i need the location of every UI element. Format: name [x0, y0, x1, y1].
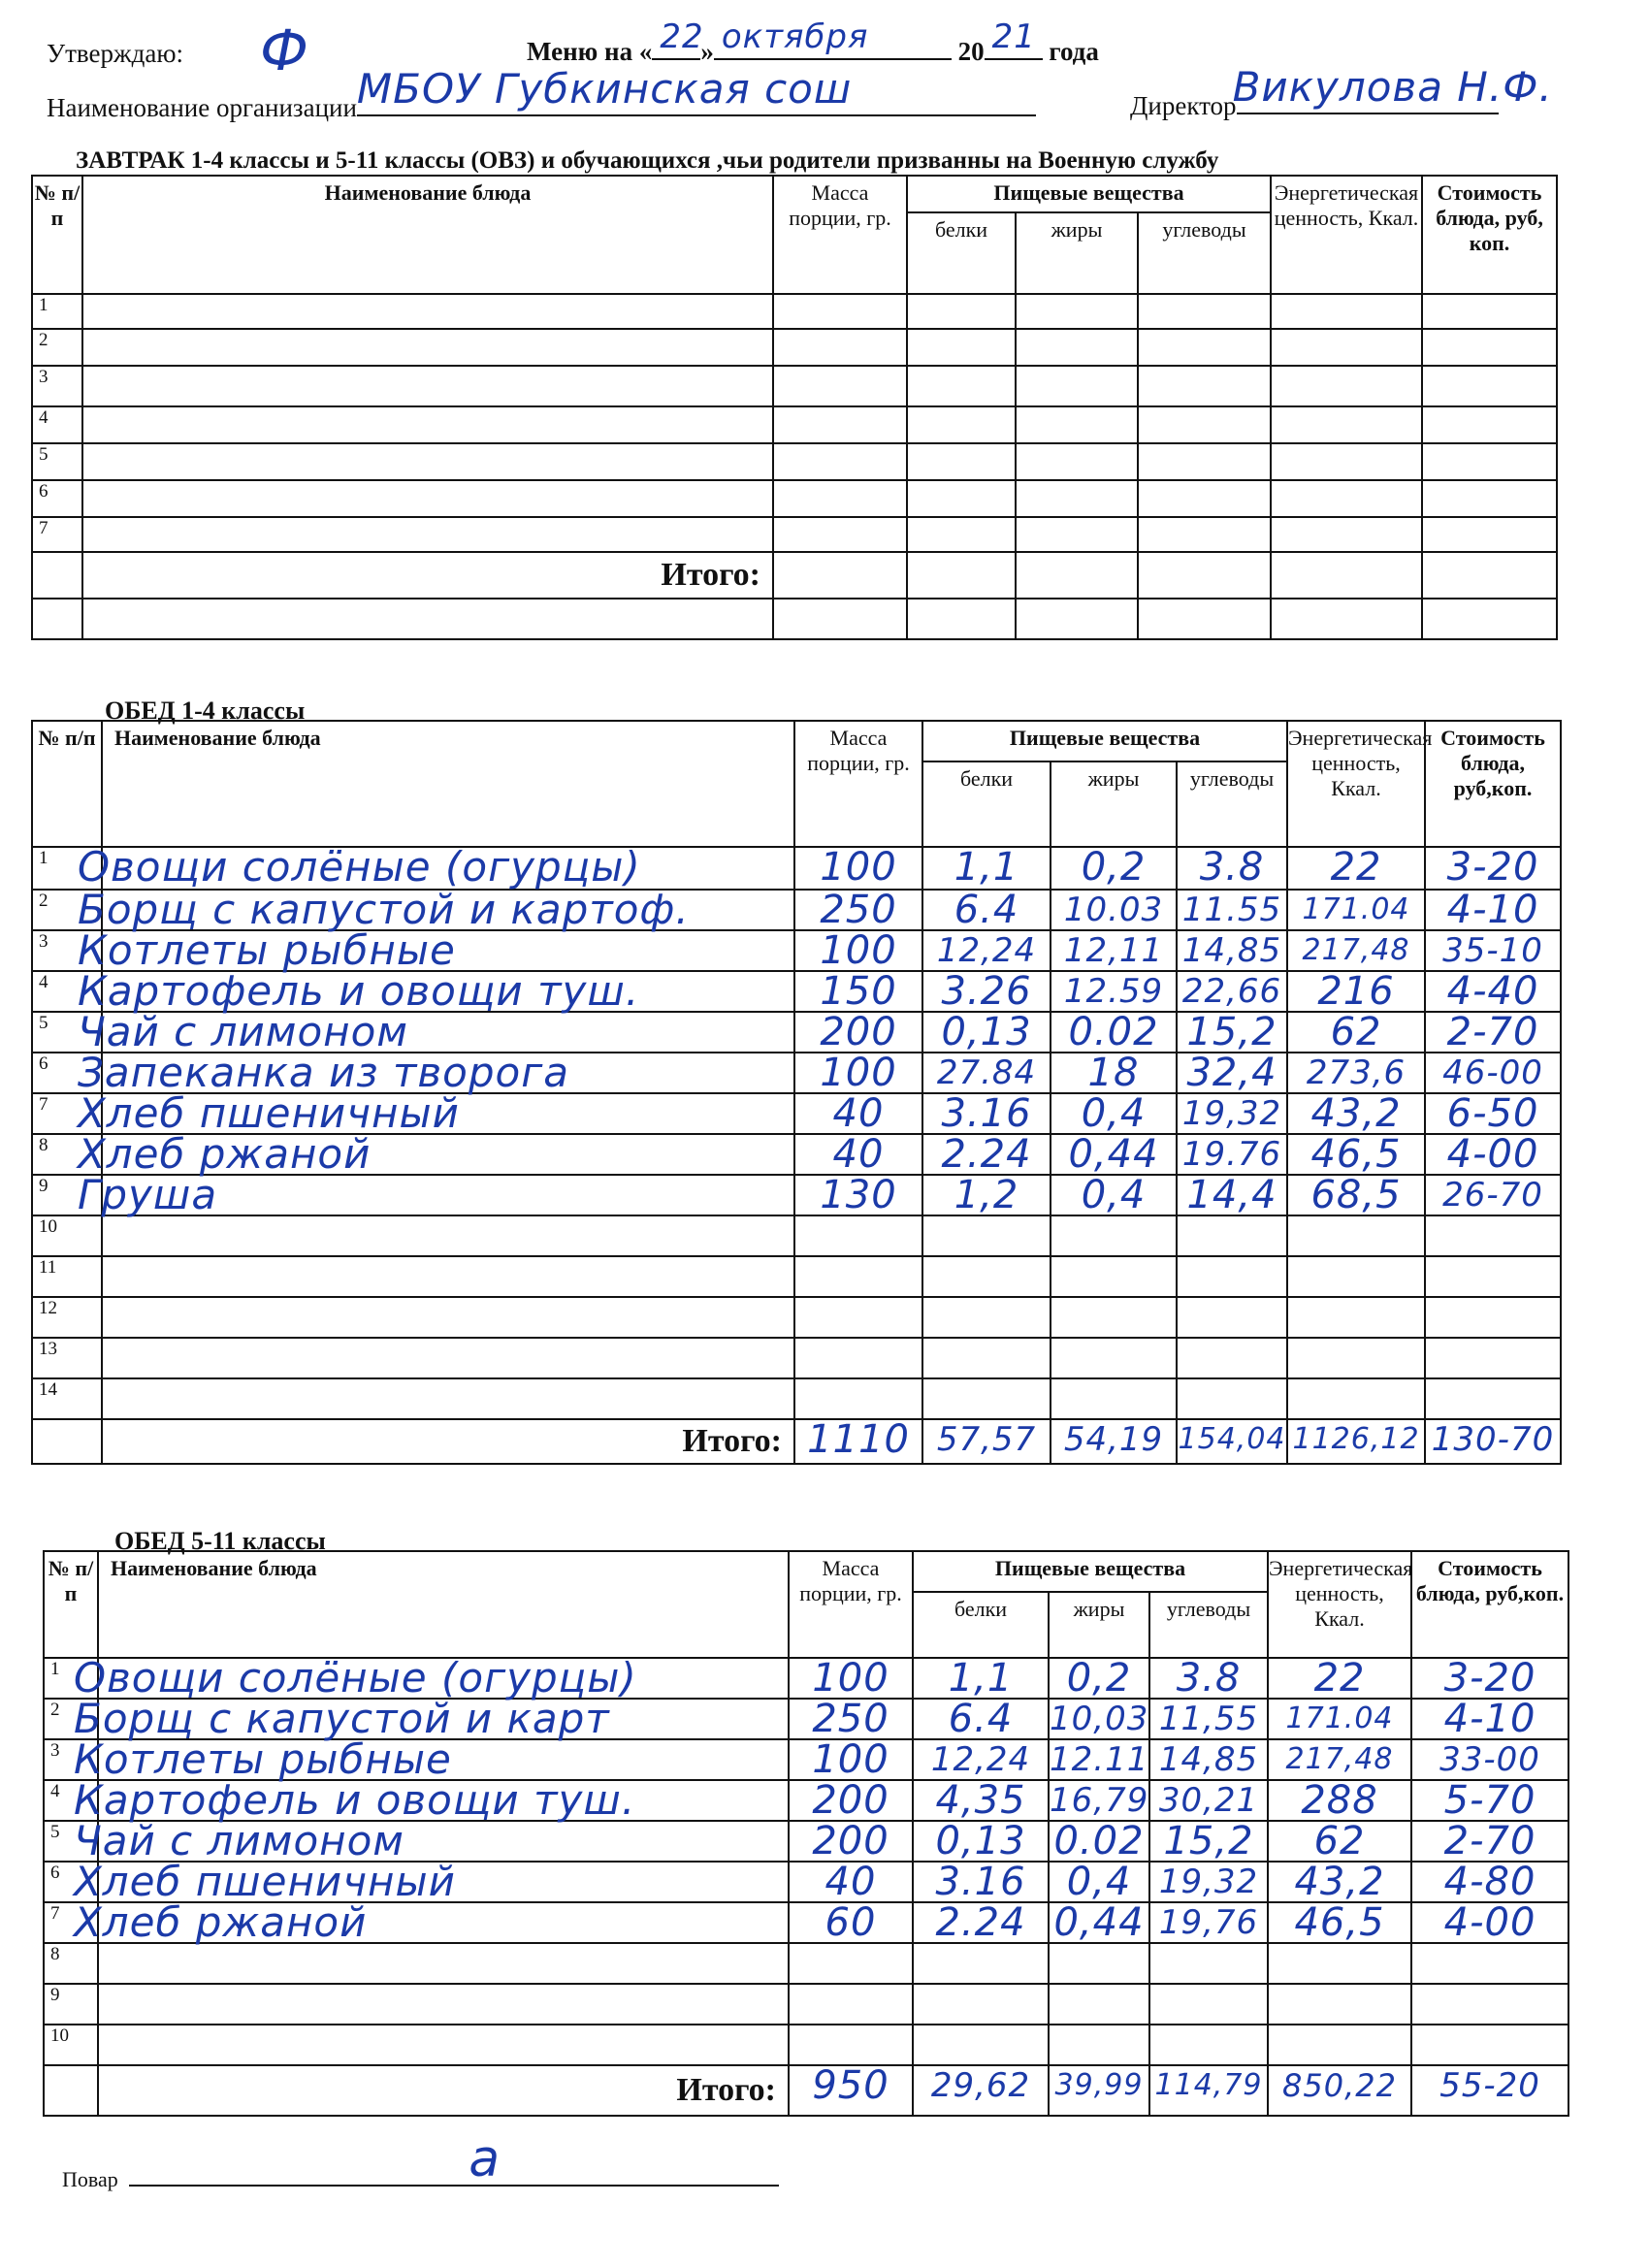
row-number: 7	[44, 1902, 98, 1943]
dish-energy: 46,5	[1294, 1900, 1385, 1945]
director-line	[1130, 63, 1553, 121]
dish-mass: 40	[832, 1091, 885, 1136]
dish-cost: 2-70	[1446, 1010, 1539, 1054]
dish-carbs: 19,32	[1158, 1863, 1259, 1901]
dish-fats: 0.02	[1068, 1010, 1159, 1054]
dish-energy: 68,5	[1310, 1173, 1402, 1217]
table-row	[32, 1093, 1561, 1134]
dish-name: Груша	[78, 1171, 218, 1218]
approve-signature: Ф	[260, 17, 309, 83]
year-word: года	[1049, 37, 1099, 66]
dish-fats: 0,4	[1066, 1860, 1132, 1904]
row-number: 3	[32, 930, 102, 971]
l2-col-cost-header: Стоимость блюда, руб,коп.	[1411, 1551, 1568, 1658]
table-row	[44, 1658, 1568, 1699]
dish-name: Чай с лимоном	[74, 1817, 404, 1864]
dish-cost: 4-00	[1443, 1900, 1536, 1945]
dish-energy: 217,48	[1285, 1742, 1394, 1776]
l2-col-name-header: Наименование блюда	[98, 1551, 789, 1658]
table-row	[44, 1739, 1568, 1780]
lunch2-total-energy: 850,22	[1282, 2067, 1397, 2104]
dish-fats: 12,11	[1063, 931, 1164, 970]
breakfast-title: ЗАВТРАК 1-4 классы и 5-11 классы (ОВЗ) и обучающихся ,чьи родители призванны на Военную службу	[76, 147, 1219, 174]
dish-energy: 43,2	[1310, 1091, 1402, 1136]
col-carbs-header: углеводы	[1138, 212, 1271, 294]
dish-proteins: 1,1	[954, 845, 1019, 890]
dish-fats: 10.03	[1063, 891, 1164, 929]
l1-col-fats-header: жиры	[1051, 761, 1177, 847]
dish-fats: 10,03	[1050, 1700, 1149, 1738]
l2-col-nutrients-header: Пищевые вещества	[913, 1551, 1268, 1592]
table-row	[44, 1902, 1568, 1943]
table-row	[32, 847, 1561, 890]
row-number: 5	[32, 443, 82, 480]
table-row	[44, 1780, 1568, 1821]
dish-proteins: 3.16	[935, 1860, 1026, 1904]
dish-cost: 4-10	[1443, 1697, 1536, 1741]
l2-col-num-header: № п/п	[44, 1551, 98, 1658]
dish-fats: 16,79	[1050, 1781, 1149, 1820]
dish-energy: 273,6	[1306, 1053, 1406, 1092]
lunch1-total-fats: 54,19	[1063, 1420, 1164, 1459]
dish-fats: 12.59	[1063, 972, 1164, 1011]
dish-proteins: 0,13	[941, 1010, 1032, 1054]
dish-name: Чай с лимоном	[78, 1008, 408, 1055]
table-row	[32, 1012, 1561, 1053]
dish-name: Картофель и овощи туш.	[74, 1776, 636, 1824]
row-number: 7	[32, 517, 82, 552]
dish-mass: 250	[812, 1697, 889, 1741]
l1-col-mass-header: Масса порции, гр.	[794, 721, 922, 847]
l1-col-num-header: № п/п	[32, 721, 102, 847]
l1-col-proteins-header: белки	[922, 761, 1051, 847]
dish-proteins: 3.16	[941, 1091, 1032, 1136]
row-number: 3	[44, 1739, 98, 1780]
table-row	[32, 890, 1561, 930]
row-number: 5	[32, 1012, 102, 1053]
table-row	[32, 1378, 1561, 1419]
year-prefix: 20	[957, 37, 985, 66]
row-number: 6	[44, 1862, 98, 1902]
table-row	[32, 329, 1557, 366]
l2-col-energy-header: Энергетическая ценность, Ккал.	[1268, 1551, 1411, 1658]
dish-mass: 200	[820, 1010, 897, 1054]
table-row	[44, 1699, 1568, 1739]
dish-carbs: 14,85	[1181, 931, 1282, 970]
row-number: 1	[32, 294, 82, 329]
dish-name: Котлеты рыбные	[78, 926, 456, 974]
row-number: 9	[32, 1175, 102, 1215]
dish-mass: 250	[820, 888, 897, 932]
dish-energy: 43,2	[1294, 1860, 1385, 1904]
menu-day: 22	[660, 17, 704, 56]
table-row	[32, 1256, 1561, 1297]
menu-date-line	[527, 17, 1099, 67]
dish-name: Картофель и овощи туш.	[78, 967, 640, 1015]
dish-mass: 200	[812, 1819, 889, 1863]
lunch2-total-cost: 55-20	[1439, 2066, 1540, 2105]
dish-mass: 100	[820, 845, 897, 890]
dish-fats: 0,44	[1068, 1132, 1159, 1177]
row-number: 5	[44, 1821, 98, 1862]
dish-cost: 2-70	[1443, 1819, 1536, 1863]
row-number: 4	[44, 1780, 98, 1821]
lunch1-title: ОБЕД 1-4 классы	[105, 697, 306, 725]
dish-name: Овощи солёные (огурцы)	[74, 1654, 637, 1701]
quote-close: »	[700, 37, 714, 66]
dish-carbs: 11.55	[1181, 891, 1282, 929]
col-fats-header: жиры	[1016, 212, 1138, 294]
row-number: 1	[44, 1658, 98, 1699]
dish-proteins: 0,13	[935, 1819, 1026, 1863]
table-row	[32, 1215, 1561, 1256]
dish-mass: 150	[820, 969, 897, 1014]
table-row	[32, 1053, 1561, 1093]
dish-carbs: 3.8	[1176, 1656, 1242, 1701]
row-number: 8	[32, 1134, 102, 1175]
lunch2-total-carbs: 114,79	[1154, 2068, 1263, 2102]
dish-name: Овощи солёные (огурцы)	[78, 843, 641, 891]
dish-carbs: 14,85	[1158, 1740, 1259, 1779]
row-number: 2	[44, 1699, 98, 1739]
l2-col-carbs-header: углеводы	[1149, 1592, 1268, 1658]
dish-energy: 171.04	[1285, 1701, 1394, 1735]
dish-name: Борщ с капустой и картоф.	[78, 886, 690, 933]
row-number: 6	[32, 480, 82, 517]
table-row	[32, 930, 1561, 971]
table-row	[32, 366, 1557, 406]
lunch1-total-mass: 1110	[807, 1417, 910, 1462]
org-value: МБОУ Губкинская сош	[356, 65, 853, 113]
dish-cost: 46-00	[1442, 1053, 1543, 1092]
dish-cost: 3-20	[1443, 1656, 1536, 1701]
l1-col-nutrients-header: Пищевые вещества	[922, 721, 1287, 761]
dish-proteins: 1,2	[954, 1173, 1019, 1217]
table-row	[32, 443, 1557, 480]
row-number: 3	[32, 366, 82, 406]
cook-signature: а	[469, 2130, 501, 2188]
table-row	[32, 1175, 1561, 1215]
l1-col-name-header: Наименование блюда	[102, 721, 794, 847]
lunch2-total-fats: 39,99	[1054, 2068, 1144, 2102]
dish-energy: 216	[1317, 969, 1395, 1014]
dish-name: Хлеб ржаной	[74, 1898, 368, 1946]
dish-cost: 4-00	[1446, 1132, 1539, 1177]
quote-open: «	[638, 37, 653, 66]
dish-energy: 22	[1313, 1656, 1366, 1701]
dish-fats: 0.02	[1053, 1819, 1145, 1863]
dish-proteins: 4,35	[935, 1778, 1026, 1823]
dish-cost: 5-70	[1443, 1778, 1536, 1823]
director-value: Викулова Н.Ф.	[1232, 63, 1553, 111]
dish-carbs: 15,2	[1163, 1819, 1254, 1863]
row-number: 9	[44, 1984, 98, 2025]
dish-fats: 18	[1087, 1051, 1140, 1095]
approve-label: Утверждаю:	[47, 39, 184, 68]
table-row	[32, 517, 1557, 552]
org-label: Наименование организации	[47, 93, 357, 122]
lunch1-total-carbs: 154,04	[1178, 1422, 1286, 1456]
dish-carbs: 3.8	[1199, 845, 1265, 890]
dish-cost: 4-10	[1446, 888, 1539, 932]
row-number: 10	[32, 1215, 102, 1256]
dish-name: Хлеб пшеничный	[78, 1089, 460, 1137]
dish-name: Хлеб пшеничный	[74, 1858, 456, 1905]
cook-line	[62, 2130, 779, 2192]
dish-name: Котлеты рыбные	[74, 1735, 452, 1783]
row-number: 7	[32, 1093, 102, 1134]
table-row	[44, 1943, 1568, 1984]
dish-fats: 0,44	[1053, 1900, 1145, 1945]
row-number: 12	[32, 1297, 102, 1338]
dish-proteins: 6.4	[954, 888, 1019, 932]
dish-mass: 40	[832, 1132, 885, 1177]
menu-month: октября	[721, 17, 869, 56]
table-row	[32, 1134, 1561, 1175]
table-row	[32, 1297, 1561, 1338]
dish-cost: 26-70	[1442, 1176, 1543, 1215]
dish-carbs: 14,4	[1186, 1173, 1277, 1217]
dish-cost: 33-00	[1439, 1740, 1540, 1779]
row-number: 11	[32, 1256, 102, 1297]
col-name-header: Наименование блюда	[82, 176, 773, 294]
l2-col-fats-header: жиры	[1049, 1592, 1149, 1658]
table-row	[44, 1821, 1568, 1862]
dish-mass: 40	[824, 1860, 877, 1904]
row-number: 10	[44, 2025, 98, 2065]
dish-carbs: 19.76	[1181, 1135, 1282, 1174]
table-row	[32, 971, 1561, 1012]
table-row	[32, 294, 1557, 329]
dish-fats: 0,4	[1081, 1173, 1147, 1217]
dish-proteins: 27.84	[936, 1053, 1037, 1092]
dish-energy: 22	[1330, 845, 1382, 890]
table-row	[44, 1984, 1568, 2025]
lunch2-total-label: Итого:	[98, 2065, 789, 2116]
lunch1-table	[31, 720, 1562, 1465]
l2-col-proteins-header: белки	[913, 1592, 1049, 1658]
dish-carbs: 11,55	[1158, 1700, 1259, 1738]
dish-carbs: 19,76	[1158, 1903, 1259, 1942]
dish-cost: 6-50	[1446, 1091, 1539, 1136]
l2-col-mass-header: Масса порции, гр.	[789, 1551, 913, 1658]
lunch1-total-cost: 130-70	[1431, 1420, 1555, 1459]
row-number: 8	[44, 1943, 98, 1984]
dish-mass: 100	[820, 1051, 897, 1095]
col-proteins-header: белки	[907, 212, 1016, 294]
dish-proteins: 12,24	[930, 1740, 1031, 1779]
lunch1-total-energy: 1126,12	[1292, 1422, 1420, 1456]
lunch2-title: ОБЕД 5-11 классы	[114, 1527, 326, 1555]
dish-carbs: 19,32	[1181, 1094, 1282, 1133]
dish-energy: 62	[1330, 1010, 1382, 1054]
table-row	[32, 406, 1557, 443]
dish-mass: 130	[820, 1173, 897, 1217]
dish-energy: 171.04	[1302, 892, 1410, 926]
table-row	[32, 1338, 1561, 1378]
dish-proteins: 6.4	[948, 1697, 1014, 1741]
dish-cost: 35-10	[1442, 931, 1543, 970]
dish-carbs: 32,4	[1186, 1051, 1277, 1095]
dish-mass: 100	[812, 1737, 889, 1782]
dish-name: Борщ с капустой и карт	[74, 1695, 610, 1742]
dish-mass: 100	[820, 928, 897, 973]
table-row	[44, 2025, 1568, 2065]
dish-fats: 0,4	[1081, 1091, 1147, 1136]
dish-energy: 46,5	[1310, 1132, 1402, 1177]
dish-fats: 12.11	[1050, 1740, 1149, 1779]
dish-fats: 0,2	[1081, 845, 1147, 890]
col-num-header: № п/п	[32, 176, 82, 294]
lunch1-total-proteins: 57,57	[936, 1420, 1037, 1459]
l1-col-cost-header: Стоимость блюда, руб,коп.	[1425, 721, 1561, 847]
row-number: 2	[32, 890, 102, 930]
dish-energy: 62	[1313, 1819, 1366, 1863]
row-number: 13	[32, 1338, 102, 1378]
dish-mass: 100	[812, 1656, 889, 1701]
director-label: Директор	[1130, 91, 1237, 120]
menu-label: Меню на	[527, 37, 633, 66]
col-cost-header: Стоимость блюда, руб, коп.	[1422, 176, 1557, 294]
breakfast-total-label: Итого:	[82, 552, 773, 599]
col-energy-header: Энергетическая ценность, Ккал.	[1271, 176, 1422, 294]
row-number: 6	[32, 1053, 102, 1093]
l1-col-carbs-header: углеводы	[1177, 761, 1287, 847]
dish-proteins: 2.24	[935, 1900, 1026, 1945]
dish-carbs: 30,21	[1158, 1781, 1259, 1820]
breakfast-table	[31, 175, 1558, 640]
lunch2-total-mass: 950	[812, 2063, 889, 2108]
dish-cost: 3-20	[1446, 845, 1539, 890]
lunch2-total-proteins: 29,62	[930, 2066, 1031, 2105]
dish-proteins: 12,24	[936, 931, 1037, 970]
dish-fats: 0,2	[1066, 1656, 1132, 1701]
lunch1-total-label: Итого:	[102, 1419, 794, 1464]
dish-proteins: 1,1	[948, 1656, 1014, 1701]
lunch2-table	[43, 1550, 1569, 2117]
dish-energy: 217,48	[1302, 933, 1410, 967]
col-nutrients-header: Пищевые вещества	[907, 176, 1271, 212]
row-number: 2	[32, 329, 82, 366]
cook-label: Повар	[62, 2167, 118, 2191]
dish-proteins: 3.26	[941, 969, 1032, 1014]
org-line	[47, 65, 1036, 123]
dish-energy: 288	[1301, 1778, 1378, 1823]
table-row	[32, 480, 1557, 517]
row-number: 4	[32, 971, 102, 1012]
row-number: 4	[32, 406, 82, 443]
col-mass-header: Масса порции, гр.	[773, 176, 907, 294]
table-row	[44, 1862, 1568, 1902]
dish-name: Запеканка из творога	[78, 1049, 570, 1096]
l1-col-energy-header: Энергетическая ценность, Ккал.	[1287, 721, 1425, 847]
menu-year: 21	[991, 17, 1036, 56]
dish-cost: 4-40	[1446, 969, 1539, 1014]
dish-mass: 200	[812, 1778, 889, 1823]
row-number: 1	[32, 847, 102, 890]
dish-mass: 60	[824, 1900, 877, 1945]
dish-proteins: 2.24	[941, 1132, 1032, 1177]
dish-carbs: 22,66	[1181, 972, 1282, 1011]
dish-name: Хлеб ржаной	[78, 1130, 372, 1178]
dish-cost: 4-80	[1443, 1860, 1536, 1904]
dish-carbs: 15,2	[1186, 1010, 1277, 1054]
row-number: 14	[32, 1378, 102, 1419]
